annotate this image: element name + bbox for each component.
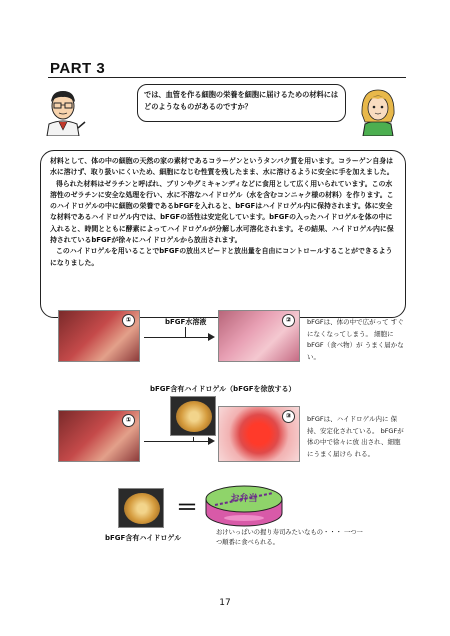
tissue-photo-before: [58, 310, 140, 362]
hydrogel-label: bFGF含有ハイドロゲル: [105, 534, 182, 542]
lunchbox-icon: [203, 481, 285, 529]
explanation-paragraph: このハイドロゲルを用いることでbFGFの放出スピードと放出量を自由にコントロールすることができるようになりました。: [50, 247, 393, 267]
tissue-photo-solution: [218, 310, 300, 362]
step-badge: ①: [122, 414, 135, 427]
section-title: PART 3: [50, 60, 106, 77]
arrow-head: [208, 437, 215, 445]
arrow-right: [144, 441, 210, 442]
arrow-head: [208, 333, 215, 341]
solution-note: bFGFは、体の中で広がって すぐになくなってしまう。 細胞にbFGF（食べ物）が うまく届かない。: [307, 318, 404, 361]
solution-label: bFGF水溶液: [165, 318, 207, 326]
girl-icon: [353, 84, 403, 136]
scientist-icon: [38, 84, 88, 136]
hydrogel-note: bFGFは、ハイドロゲル内に 保持、安定化されている。 bFGFが体の中で徐々に放 出され、細胞にうまく届けら れる。: [307, 415, 404, 458]
page-number: 17: [219, 598, 231, 608]
arrow-right: [144, 337, 210, 338]
lunchbox-caption: おけいっぱいの握り寿司みたいなもの・・・ 一つ一つ順番に食べられる。: [216, 529, 363, 546]
explanation-paragraph: 材料として、体の中の細胞の天然の家の素材であるコラーゲンというタンパク質を用います。コラーゲン自身は水に溶けず、取り扱いにくいため、細胞になじむ性質を残したまま、水に溶けるように安全に手を加えました。: [50, 157, 394, 177]
hydrogel-disc-photo: [170, 396, 216, 436]
step-badge: ③: [282, 410, 295, 423]
hydrogel-disc-photo: [118, 488, 164, 528]
step-badge: ①: [122, 314, 135, 327]
arrow-down: [185, 327, 186, 337]
tissue-photo-hydrogel: [218, 406, 300, 462]
tissue-photo-before: [58, 410, 140, 462]
question-bubble: では、血管を作る細胞の栄養を細胞に届けるための材料にはどのようなものがあるのですか？: [137, 84, 346, 122]
hydrogel-release-label: bFGF含有ハイドロゲル（bFGFを徐放する）: [150, 385, 296, 393]
lunchbox-lid-text: お弁当: [230, 494, 258, 504]
section-rule: [48, 77, 406, 78]
equals-sign: ＝: [176, 496, 199, 521]
explanation-box: [40, 150, 406, 318]
step-badge: ②: [282, 314, 295, 327]
explanation-paragraph: 得られた材料はゼラチンと呼ばれ、プリンやグミキャンディなどに食用として広く用いられています。この水溶性のゼラチンに安全な処理を行い、水に不溶なハイドロゲル（水を含むコンニャク様の材料）を作ります。このハイドロゲルの中に細胞の栄養であるbFGFを入れると、bFGFはハイドロゲル内に保持されます。体に安全な材料であるハイドロゲル内では、bFGFの活性は安定化しています。bFGFの入ったハイドロゲルを体の中に入れると、時間とともに酵素によってハイドロゲルが分解し水可溶化されます。その結果、ハイドロゲル内に保持されているbFGFが徐々にハイドロゲルから放出されます。: [50, 179, 394, 245]
